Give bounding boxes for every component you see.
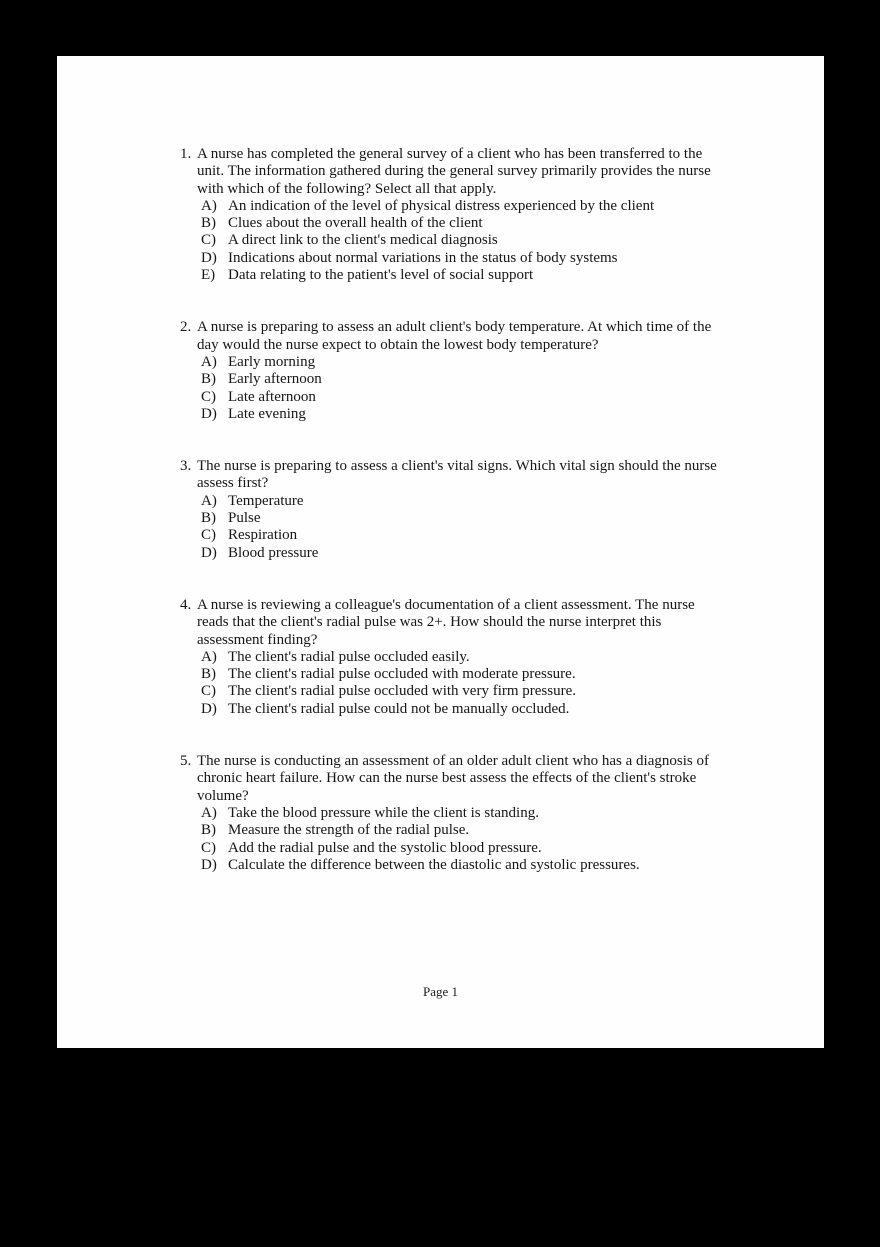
- question-stem: A nurse has completed the general survey of a client who has been transferred to the unit. The information gathered during the general survey primarily provides the nurse with which of the following? Select all that apply.: [197, 146, 711, 197]
- option-text: The client's radial pulse could not be manually occluded.: [228, 700, 570, 717]
- option-text: Data relating to the patient's level of social support: [228, 267, 534, 284]
- answer-option: [201, 822, 717, 839]
- document-page: [57, 56, 824, 1048]
- question-number: 4.: [180, 596, 192, 613]
- options-list: [201, 493, 717, 562]
- option-letter: C): [201, 683, 216, 700]
- question-body: [197, 597, 717, 718]
- option-letter: A): [201, 804, 217, 821]
- question-number: 1.: [180, 146, 192, 162]
- answer-option: [201, 666, 717, 683]
- option-text: The client's radial pulse occluded easily.: [228, 648, 470, 665]
- answer-option: [201, 389, 717, 406]
- answer-option: [201, 545, 717, 562]
- question: [180, 753, 717, 874]
- option-letter: C): [201, 527, 216, 544]
- option-text: Measure the strength of the radial pulse.: [228, 822, 470, 839]
- question-stem: A nurse is reviewing a colleague's documentation of a client assessment. The nurse reads that the client's radial pulse was 2+. How should the nurse interpret this assessment finding?: [197, 596, 695, 648]
- question-body: [197, 146, 717, 284]
- answer-option: [201, 198, 717, 215]
- question-body: [197, 458, 717, 562]
- question: [180, 458, 717, 562]
- answer-option: [201, 701, 717, 718]
- option-text: Temperature: [228, 492, 304, 509]
- option-text: An indication of the level of physical distress experienced by the client: [228, 197, 655, 214]
- option-text: The client's radial pulse occluded with moderate pressure.: [228, 666, 576, 683]
- answer-option: [201, 805, 717, 822]
- option-letter: A): [201, 492, 217, 509]
- question-number: 3.: [180, 458, 192, 475]
- answer-option: [201, 406, 717, 423]
- option-letter: D): [201, 856, 217, 873]
- answer-option: [201, 493, 717, 510]
- answer-option: [201, 215, 717, 232]
- question-stem: The nurse is preparing to assess a client's vital signs. Which vital sign should the nurse assess first?: [197, 458, 717, 492]
- answer-option: [201, 354, 717, 371]
- option-letter: C): [201, 232, 216, 249]
- question-number: 2.: [180, 319, 192, 336]
- option-letter: D): [201, 249, 217, 266]
- option-letter: C): [201, 839, 216, 856]
- question: [180, 319, 717, 423]
- option-text: Calculate the difference between the diastolic and systolic pressures.: [228, 856, 640, 873]
- option-text: Respiration: [228, 527, 298, 544]
- options-list: [201, 805, 717, 874]
- answer-option: [201, 683, 717, 700]
- option-letter: D): [201, 544, 217, 561]
- questions-list: [180, 146, 717, 909]
- options-list: [201, 354, 717, 423]
- question: [180, 597, 717, 718]
- option-text: Clues about the overall health of the client: [228, 215, 483, 232]
- option-text: Early afternoon: [228, 371, 322, 388]
- option-text: Blood pressure: [228, 544, 319, 561]
- answer-option: [201, 232, 717, 249]
- question-stem: The nurse is conducting an assessment of an older adult client who has a diagnosis of chronic heart failure. How can the nurse best assess the effects of the client's stroke volume?: [197, 753, 709, 804]
- option-text: Pulse: [228, 510, 261, 527]
- answer-option: [201, 371, 717, 388]
- option-text: Take the blood pressure while the client is standing.: [228, 804, 539, 821]
- answer-option: [201, 857, 717, 874]
- option-letter: A): [201, 197, 217, 214]
- option-letter: A): [201, 648, 217, 665]
- answer-option: [201, 649, 717, 666]
- option-letter: B): [201, 371, 216, 388]
- option-letter: B): [201, 666, 216, 683]
- option-text: Indications about normal variations in the status of body systems: [228, 249, 618, 266]
- options-list: [201, 649, 717, 718]
- option-text: The client's radial pulse occluded with very firm pressure.: [228, 683, 577, 700]
- page-number-footer: Page 1: [422, 984, 459, 999]
- option-letter: B): [201, 510, 216, 527]
- option-letter: C): [201, 388, 216, 405]
- options-list: [201, 198, 717, 284]
- question-number: 5.: [180, 753, 192, 770]
- option-text: Late afternoon: [228, 388, 316, 405]
- question-body: [197, 319, 717, 423]
- answer-option: [201, 250, 717, 267]
- option-letter: E): [201, 267, 216, 284]
- answer-option: [201, 527, 717, 544]
- option-letter: A): [201, 353, 217, 370]
- option-text: Late evening: [228, 405, 306, 422]
- option-letter: D): [201, 405, 217, 422]
- question-stem: A nurse is preparing to assess an adult client's body temperature. At which time of the day would the nurse expect to obtain the lowest body temperature?: [197, 319, 712, 353]
- question: [180, 146, 717, 284]
- option-letter: B): [201, 215, 216, 232]
- answer-option: [201, 840, 717, 857]
- option-text: Add the radial pulse and the systolic blood pressure.: [228, 839, 542, 856]
- option-letter: D): [201, 700, 217, 717]
- option-text: A direct link to the client's medical diagnosis: [228, 232, 498, 249]
- answer-option: [201, 267, 717, 284]
- answer-option: [201, 510, 717, 527]
- option-text: Early morning: [228, 353, 316, 370]
- question-body: [197, 753, 717, 874]
- option-letter: B): [201, 822, 216, 839]
